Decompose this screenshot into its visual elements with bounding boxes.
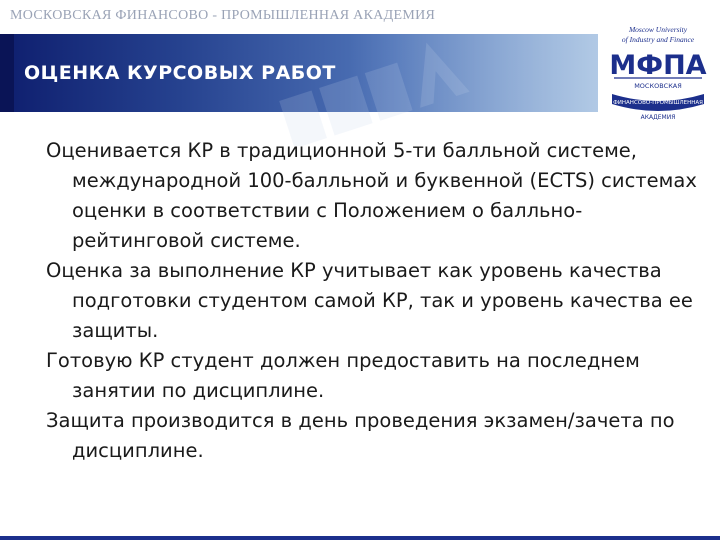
- paragraph-quality-assessment: Оценка за выполнение КР учитывает как уровень качества подготовки студентом самой КР, так и уровень качества ее защиты.: [46, 259, 693, 342]
- logo-main: МФПА: [609, 50, 707, 81]
- paragraph-defense: Защита производится в день проведения экзамен/зачета по дисциплине.: [46, 409, 675, 462]
- mfpa-logo: [604, 22, 712, 122]
- logo-bottom: АКАДЕМИЯ: [640, 114, 676, 121]
- logo-line2: of Industry and Finance: [621, 35, 695, 44]
- logo-line1: Moscow University: [628, 25, 688, 34]
- bottom-divider: [0, 536, 720, 540]
- paragraph-grading-systems: Оценивается КР в традиционной 5-ти балльной системе, международной 100-балльной и буквенной (ECTS) системах оценки в соответствии с Положением о балльно-рейтинговой системе.: [46, 139, 697, 252]
- title-band-sheen: [348, 34, 598, 112]
- academy-name: МОСКОВСКАЯ ФИНАНСОВО - ПРОМЫШЛЕННАЯ АКАДЕМИЯ: [10, 8, 436, 23]
- slide-title: ОЦЕНКА КУРСОВЫХ РАБОТ: [24, 62, 336, 84]
- title-band-accent: [0, 34, 14, 112]
- logo-sub: МОСКОВСКАЯ: [634, 82, 682, 90]
- logo-ribbon-text: ФИНАНСОВО-ПРОМЫШЛЕННАЯ: [613, 100, 703, 106]
- paragraph-submission: Готовую КР студент должен предоставить на последнем занятии по дисциплине.: [46, 349, 640, 402]
- slide-body: [46, 136, 706, 466]
